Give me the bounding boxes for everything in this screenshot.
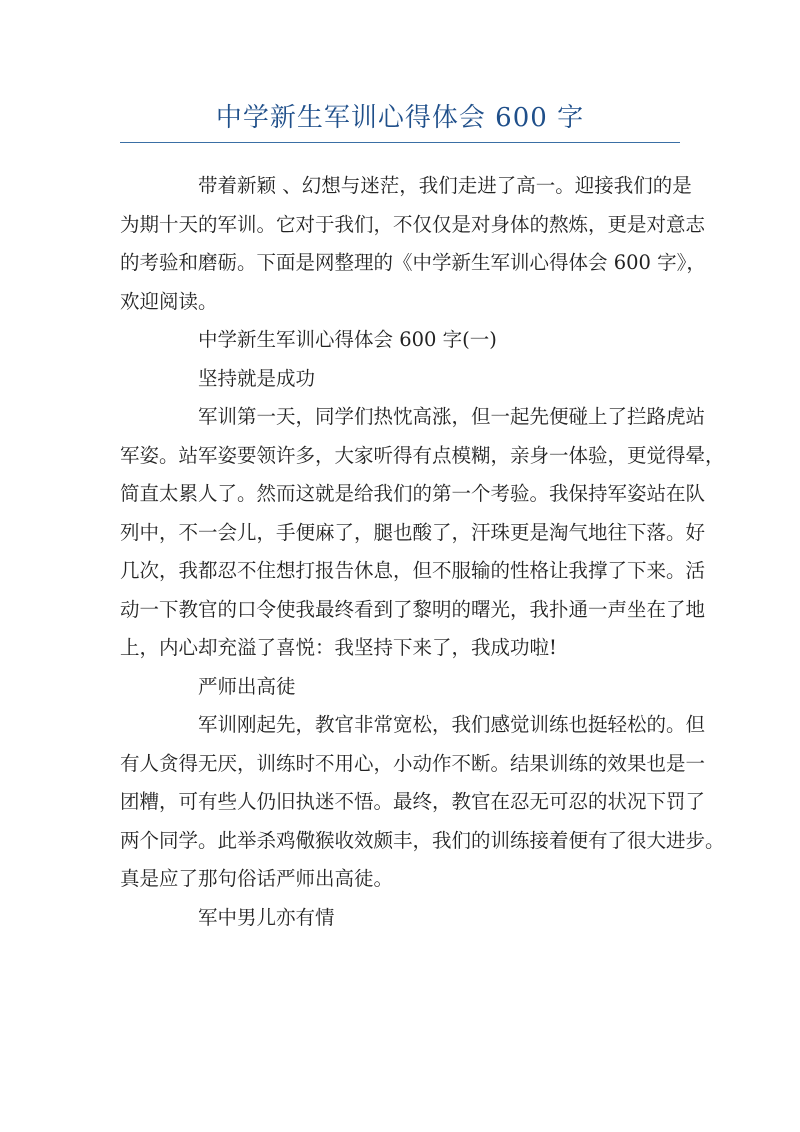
intro-line-3: 的考验和磨砺。下面是网整理的《中学新生军训心得体会 600 字》， [120, 251, 706, 274]
heading-strict-teacher: 严师出高徒 [198, 674, 296, 698]
para1-line-4: 列中，不一会儿，手便麻了，腿也酸了，汗珠更是淘气地往下落。好 [120, 520, 706, 544]
para1-line-6: 动一下教官的口令使我最终看到了黎明的曙光，我扑通一声坐在了地 [120, 597, 706, 621]
para2-line-5: 真是应了那句俗话严师出高徒。 [120, 867, 394, 890]
document-title: 中学新生军训心得体会 600 字 [215, 103, 585, 133]
para2-line-4: 两个同学。此举杀鸡儆猴收效颇丰，我们的训练接着便有了很大进步。 [120, 828, 725, 852]
para1-line-3: 简直太累人了。然而这就是给我们的第一个考验。我保持军姿站在队 [120, 482, 706, 505]
para2-line-1: 军训刚起先，教官非常宽松，我们感觉训练也挺轻松的。但 [198, 713, 706, 736]
title-underline [120, 142, 680, 143]
para2-line-2: 有人贪得无厌，训练时不用心，小动作不断。结果训练的效果也是一 [120, 751, 706, 775]
heading-military-men: 军中男儿亦有情 [198, 905, 335, 929]
para1-line-7: 上，内心却充溢了喜悦：我坚持下来了，我成功啦! [120, 636, 557, 659]
heading-persistence: 坚持就是成功 [198, 366, 316, 390]
intro-line-1: 带着新颖 、幻想与迷茫，我们走进了高一。迎接我们的是 [198, 174, 692, 197]
section-title: 中学新生军训心得体会 600 字(一) [198, 328, 497, 351]
intro-line-4: 欢迎阅读。 [120, 289, 218, 313]
intro-line-2: 为期十天的军训。它对于我们，不仅仅是对身体的熬炼，更是对意志 [120, 212, 706, 236]
para1-line-1: 军训第一天，同学们热忱高涨，但一起先便碰上了拦路虎站 [198, 405, 706, 428]
document-body [120, 167, 725, 937]
para2-line-3: 团糟，可有些人仍旧执迷不悟。最终，教官在忍无可忍的状况下罚了 [120, 790, 706, 813]
para1-line-2: 军姿。站军姿要领许多，大家听得有点模糊，亲身一体验，更觉得晕， [120, 443, 725, 467]
para1-line-5: 几次，我都忍不住想打报告休息，但不服输的性格让我撑了下来。活 [120, 559, 706, 582]
